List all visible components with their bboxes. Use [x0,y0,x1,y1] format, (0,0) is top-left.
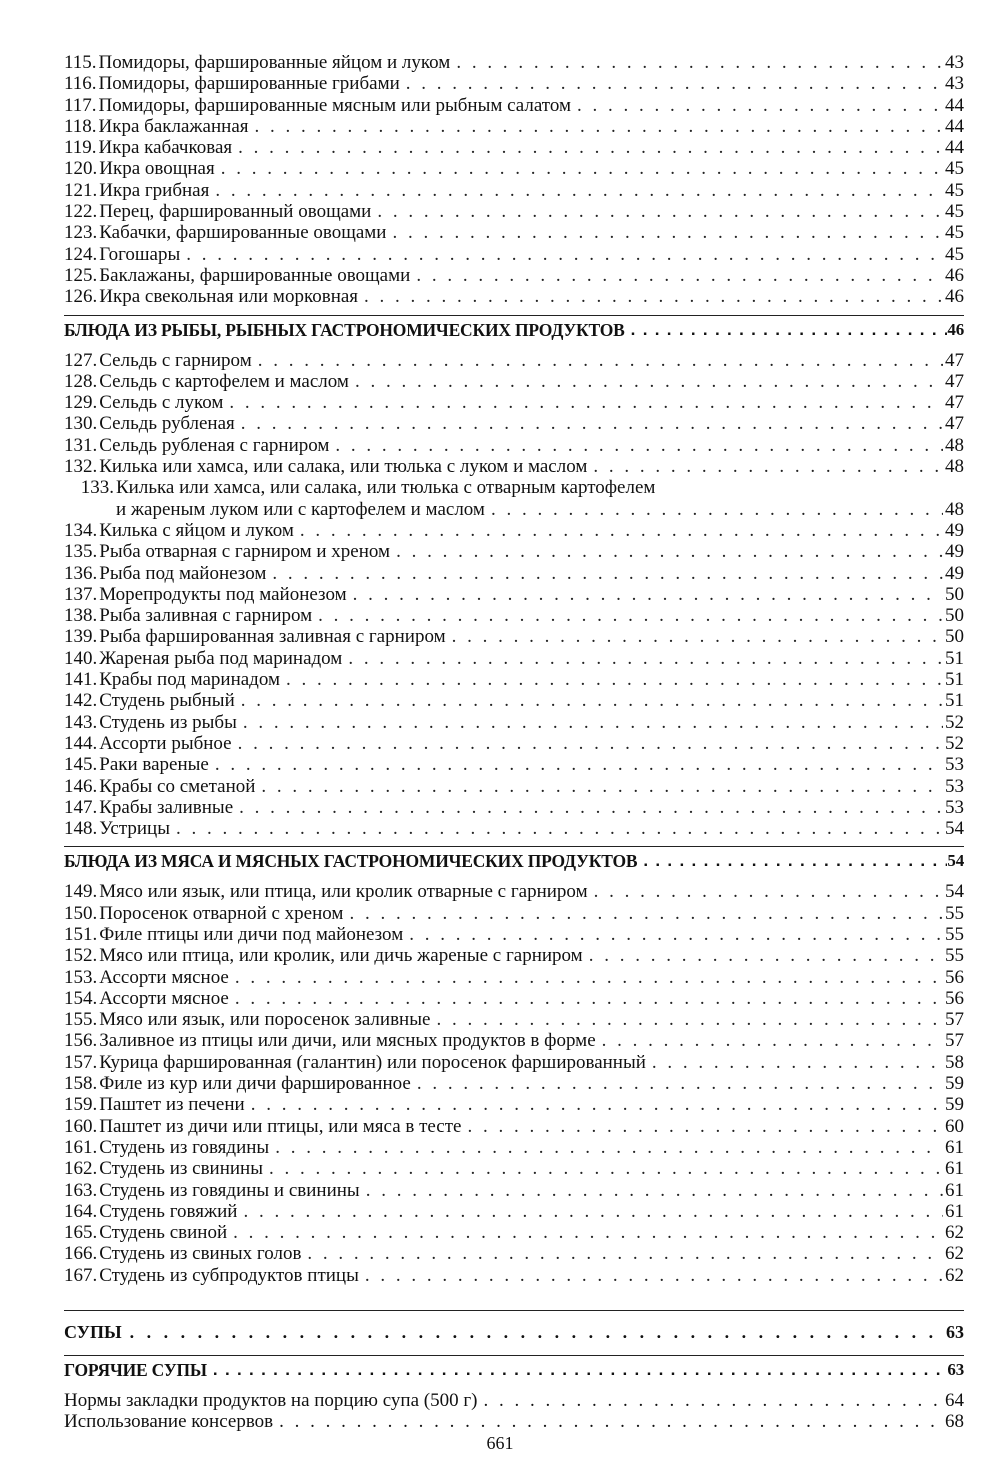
entry-title: Гогошары [99,243,181,265]
entry-title: Студень из свинины [99,1158,263,1180]
dot-leader [170,818,943,839]
section-heading-hot-soups [64,1356,964,1384]
toc-entry-133 [64,477,964,520]
entry-page: 47 [945,413,964,435]
toc-entry [64,1116,964,1137]
entry-number: 131. [64,434,98,456]
toc-entry [64,733,964,754]
entry-title: Раки вареные [99,754,209,776]
entry-page: 61 [945,1136,964,1158]
dot-leader [411,1073,943,1094]
toc-entry [64,1180,964,1201]
toc-entry [64,924,964,945]
entry-page: 58 [945,1051,964,1073]
toc-entry [64,1390,964,1411]
chapter-divider [64,1310,964,1311]
entry-title: Студень из рыбы [99,711,237,733]
entry-title: Мясо или птица, или кролик, или дичь жареные с гарниром [99,945,583,967]
dot-leader [301,1243,943,1264]
dot-leader [347,584,943,605]
entry-title: Ассорти рыбное [99,732,232,754]
toc-block-fish-b [64,520,964,839]
toc-entry [64,945,964,966]
entry-page: 45 [945,201,964,223]
dot-leader [235,413,943,434]
toc-entry [64,244,964,265]
section-heading-fish [64,316,964,344]
entry-number: 128. [64,370,98,392]
entry-title: Кабачки, фаршированные овощами [99,222,387,244]
toc-entry [64,286,964,307]
entry-title: Перец, фаршированный овощами [99,201,372,223]
toc-entry [64,881,964,902]
toc-entry [64,776,964,797]
entry-number: 138. [64,605,98,627]
entry-page: 50 [945,626,964,648]
dot-leader [273,1411,945,1432]
entry-page: 44 [945,115,964,137]
dot-leader [360,1180,943,1201]
entry-page: 52 [945,732,964,754]
dot-leader [349,371,943,392]
toc-entry [64,1411,964,1432]
toc-entry [64,988,964,1009]
dot-leader [249,116,944,137]
section-title: БЛЮДА ИЗ РЫБЫ, РЫБНЫХ ГАСТРОНОМИЧЕСКИХ ПРОДУКТОВ [64,319,625,340]
entry-number: 141. [64,669,98,691]
dot-leader [485,499,943,520]
toc-entry [64,180,964,201]
entry-title: Курица фаршированная (галантин) или поросенок фаршированный [99,1051,646,1073]
dot-leader [294,520,943,541]
entry-page: 64 [945,1390,964,1412]
dot-leader [280,669,943,690]
toc-entry [64,754,964,775]
dot-leader [358,286,943,307]
entry-number: 162. [64,1158,98,1180]
entry-number: 152. [64,945,98,967]
toc-entry [64,116,964,137]
dot-leader [266,563,943,584]
dot-leader [583,945,943,966]
entry-page: 57 [945,1030,964,1052]
dot-leader [371,201,943,222]
dot-leader [229,967,943,988]
toc-entry [64,456,964,477]
toc-entry [64,95,964,116]
entry-number: 160. [64,1115,98,1137]
dot-leader [386,222,943,243]
toc-entry [64,605,964,626]
entry-title: Студень говяжий [99,1200,238,1222]
entry-number: 140. [64,647,98,669]
entry-title: Ассорти мясное [99,966,229,988]
entry-number: 143. [64,711,98,733]
dot-leader [450,52,943,73]
entry-number: 121. [64,179,98,201]
entry-title: Ассорти мясное [99,987,229,1009]
dot-leader [312,605,943,626]
chapter-heading-soups [64,1317,964,1347]
entry-page: 60 [945,1115,964,1137]
toc-entry [64,158,964,179]
entry-page: 46 [945,264,964,286]
toc-entry [64,1073,964,1094]
toc-entry [64,712,964,733]
toc-entry [64,371,964,392]
toc-entry [64,818,964,839]
dot-leader [400,73,943,94]
dot-leader [596,1030,943,1051]
toc-entry [64,1222,964,1243]
entry-number: 119. [64,137,97,159]
entry-number: 161. [64,1136,98,1158]
entry-number: 123. [64,222,98,244]
toc-entry [64,137,964,158]
entry-number: 126. [64,286,98,308]
toc-block-soups [64,1390,964,1433]
entry-number: 157. [64,1051,98,1073]
entry-page: 53 [945,775,964,797]
toc-entry [64,1094,964,1115]
toc-entry [64,413,964,434]
dot-leader [390,541,943,562]
dot-leader [269,1137,943,1158]
dot-leader [430,1009,943,1030]
dot-leader [209,754,943,775]
entry-page: 48 [945,498,964,520]
toc-entry [64,648,964,669]
entry-title: Крабы под маринадом [99,669,281,691]
toc-entry [64,1137,964,1158]
toc-entry [64,626,964,647]
entry-title: Филе птицы или дичи под майонезом [99,923,404,945]
dot-leader [245,1094,943,1115]
entry-number: 147. [64,796,98,818]
dot-leader [329,435,943,456]
entry-title: Икра баклажанная [98,115,249,137]
entry-page: 49 [945,541,964,563]
entry-title: Мясо или язык, или птица, или кролик отварные с гарниром [99,881,588,903]
entry-page: 43 [945,52,964,73]
entry-number: 150. [64,902,98,924]
entry-title: Студень из свиных голов [99,1243,302,1265]
toc-entry [64,1030,964,1051]
toc-entry [64,669,964,690]
entry-page: 51 [945,690,964,712]
entry-title: Сельдь с луком [99,392,224,414]
section-page: 63 [947,1360,964,1380]
entry-number: 127. [64,349,98,371]
dot-leader [646,1052,943,1073]
entry-number: 130. [64,413,98,435]
section-page: 46 [947,319,964,339]
entry-title: Студень рыбный [99,690,235,712]
entry-title: Студень из говядины [99,1136,270,1158]
entry-number: 116. [64,73,97,95]
entry-number: 132. [64,456,98,478]
toc-entry [64,1009,964,1030]
toc-entry [64,520,964,541]
entry-title: Жареная рыба под маринадом [99,647,343,669]
toc-block-fish-a [64,350,964,478]
entry-page: 57 [945,1009,964,1031]
entry-page: 61 [945,1158,964,1180]
entry-number: 134. [64,519,98,541]
entry-page: 52 [945,711,964,733]
toc-entry [64,435,964,456]
entry-page: 47 [945,349,964,371]
entry-page: 50 [945,583,964,605]
toc-block-meat [64,881,964,1286]
dot-leader [477,1390,945,1411]
entry-page: 55 [945,923,964,945]
chapter-page: 63 [946,1322,964,1343]
entry-page: 59 [945,1073,964,1095]
dot-leader [359,1265,943,1286]
section-title: БЛЮДА ИЗ МЯСА И МЯСНЫХ ГАСТРОНОМИЧЕСКИХ ПРОДУКТОВ [64,851,638,872]
entry-number: 148. [64,818,98,840]
entry-page: 56 [945,987,964,1009]
entry-page: 49 [945,562,964,584]
entry-number: 118. [64,115,97,137]
entry-title-line2: и жареным луком или с картофелем и маслом [116,498,485,520]
entry-number: 146. [64,775,98,797]
entry-title: Использование консервов [64,1411,274,1433]
dot-leader [180,244,943,265]
entry-number: 120. [64,158,98,180]
toc-entry [64,563,964,584]
entry-page: 43 [945,73,964,95]
dot-leader [252,350,943,371]
toc-entry [64,265,964,286]
entry-page: 55 [945,902,964,924]
toc-entry [64,52,964,73]
entry-title: Рыба заливная с гарниром [99,605,313,627]
entry-title: Икра свекольная или морковная [99,286,359,308]
dot-leader [227,1222,943,1243]
toc-entry [64,350,964,371]
dot-leader [229,988,943,1009]
dot-leader [223,392,943,413]
dot-leader [410,265,943,286]
entry-title: Помидоры, фаршированные грибами [98,73,400,95]
entry-title: Килька или хамса, или салака, или тюлька с луком и маслом [99,456,588,478]
entry-page: 44 [945,94,964,116]
dot-leader [342,648,943,669]
entry-page: 61 [945,1179,964,1201]
entry-page: 44 [945,137,964,159]
entry-number: 154. [64,987,98,1009]
entry-title: Помидоры, фаршированные яйцом и луком [98,52,451,73]
entry-page: 54 [945,818,964,840]
entry-title: Икра грибная [99,179,210,201]
dot-leader [587,456,943,477]
entry-page: 54 [945,881,964,903]
entry-number: 163. [64,1179,98,1201]
section-heading-meat [64,847,964,875]
entry-number: 129. [64,392,98,414]
dot-leader [237,1201,943,1222]
entry-page: 48 [945,456,964,478]
entry-title: Рыба отварная с гарниром и хреном [99,541,391,563]
toc-entry [64,1243,964,1264]
toc-entry [64,222,964,243]
toc-entry [64,73,964,94]
entry-title: Поросенок отварной с хреном [99,902,344,924]
entry-page: 47 [945,370,964,392]
entry-number: 153. [64,966,98,988]
entry-title-line1: Килька или хамса, или салака, или тюлька с отварным картофелем [116,477,656,499]
dot-leader [235,690,943,711]
section-title: ГОРЯЧИЕ СУПЫ [64,1360,207,1381]
dot-leader [237,712,943,733]
entry-page: 56 [945,966,964,988]
entry-number: 167. [64,1264,98,1286]
toc-entry [64,1052,964,1073]
entry-title: Морепродукты под майонезом [99,583,347,605]
toc-entry [64,1158,964,1179]
entry-number: 125. [64,264,98,286]
dot-leader [209,180,943,201]
entry-title: Икра овощная [99,158,215,180]
entry-number: 165. [64,1222,98,1244]
chapter-title: СУПЫ [64,1322,122,1343]
dot-leader [232,733,943,754]
entry-number: 145. [64,754,98,776]
entry-title: Крабы со сметаной [99,775,256,797]
entry-number: 117. [64,94,97,116]
entry-title: Устрицы [99,818,170,840]
entry-number: 115. [64,52,97,73]
entry-title: Рыба фаршированная заливная с гарниром [99,626,446,648]
entry-title: Заливное из птицы или дичи, или мясных продуктов в форме [99,1030,596,1052]
toc-entry [64,690,964,711]
entry-page: 45 [945,179,964,201]
entry-page: 45 [945,222,964,244]
page-number: 661 [486,1433,514,1453]
entry-page: 68 [945,1411,964,1433]
entry-title: Сельдь рубленая [99,413,235,435]
entry-number: 156. [64,1030,98,1052]
entry-title: Мясо или язык, или поросенок заливные [99,1009,431,1031]
toc-block-vegetables [64,52,964,308]
entry-title: Студень свиной [99,1222,228,1244]
entry-number: 133. [80,477,114,499]
entry-number: 144. [64,732,98,754]
dot-leader [637,847,947,875]
entry-page: 55 [945,945,964,967]
entry-page: 51 [945,669,964,691]
entry-page: 45 [945,243,964,265]
entry-page: 53 [945,796,964,818]
entry-title: Филе из кур или дичи фаршированное [99,1073,411,1095]
entry-page: 61 [945,1200,964,1222]
dot-leader [446,626,943,647]
entry-number: 159. [64,1094,98,1116]
entry-title: Нормы закладки продуктов на порцию супа (500 г) [64,1390,478,1412]
entry-number: 149. [64,881,98,903]
entry-title: Паштет из печени [99,1094,245,1116]
dot-leader [263,1158,943,1179]
entry-number: 122. [64,201,98,223]
toc-entry [64,392,964,413]
entry-title: Сельдь с картофелем и маслом [99,370,349,392]
toc-entry [64,797,964,818]
entry-number: 166. [64,1243,98,1265]
toc-entry [64,1201,964,1222]
entry-number: 142. [64,690,98,712]
entry-title: Рыба под майонезом [99,562,267,584]
dot-leader [343,903,943,924]
entry-number: 158. [64,1073,98,1095]
section-page: 54 [947,851,964,871]
entry-page: 48 [945,434,964,456]
entry-title: Студень из субпродуктов птицы [99,1264,359,1286]
entry-number: 137. [64,583,98,605]
entry-page: 45 [945,158,964,180]
entry-title: Студень из говядины и свинины [99,1179,360,1201]
entry-title: Помидоры, фаршированные мясным или рыбным салатом [98,94,572,116]
entry-number: 136. [64,562,98,584]
entry-page: 47 [945,392,964,414]
toc-entry [64,541,964,562]
dot-leader [571,95,943,116]
dot-leader [207,1356,947,1384]
entry-page: 59 [945,1094,964,1116]
entry-title: Сельдь рубленая с гарниром [99,434,330,456]
dot-leader [403,924,943,945]
dot-leader [122,1317,946,1347]
dot-leader [625,316,948,344]
toc-entry [64,1265,964,1286]
entry-page: 62 [945,1243,964,1265]
dot-leader [461,1116,943,1137]
entry-title: Килька с яйцом и луком [99,519,294,541]
entry-page: 50 [945,605,964,627]
dot-leader [215,158,943,179]
entry-number: 164. [64,1200,98,1222]
entry-page: 49 [945,519,964,541]
toc-entry [64,903,964,924]
dot-leader [232,137,943,158]
dot-leader [588,881,943,902]
entry-number: 135. [64,541,98,563]
entry-page: 53 [945,754,964,776]
entry-title: Сельдь с гарниром [99,349,252,371]
entry-number: 124. [64,243,98,265]
entry-page: 62 [945,1264,964,1286]
entry-number: 151. [64,923,98,945]
toc-entry [64,967,964,988]
entry-title: Икра кабачковая [98,137,233,159]
toc-entry [64,584,964,605]
dot-leader [255,776,943,797]
entry-number: 139. [64,626,98,648]
entry-title: Баклажаны, фаршированные овощами [99,264,411,286]
entry-title: Паштет из дичи или птицы, или мяса в тесте [99,1115,462,1137]
entry-title: Крабы заливные [99,796,234,818]
entry-number: 155. [64,1009,98,1031]
entry-page: 51 [945,647,964,669]
dot-leader [233,797,943,818]
toc-entry [64,201,964,222]
entry-page: 62 [945,1222,964,1244]
entry-page: 46 [945,286,964,308]
toc-page [64,52,964,1433]
